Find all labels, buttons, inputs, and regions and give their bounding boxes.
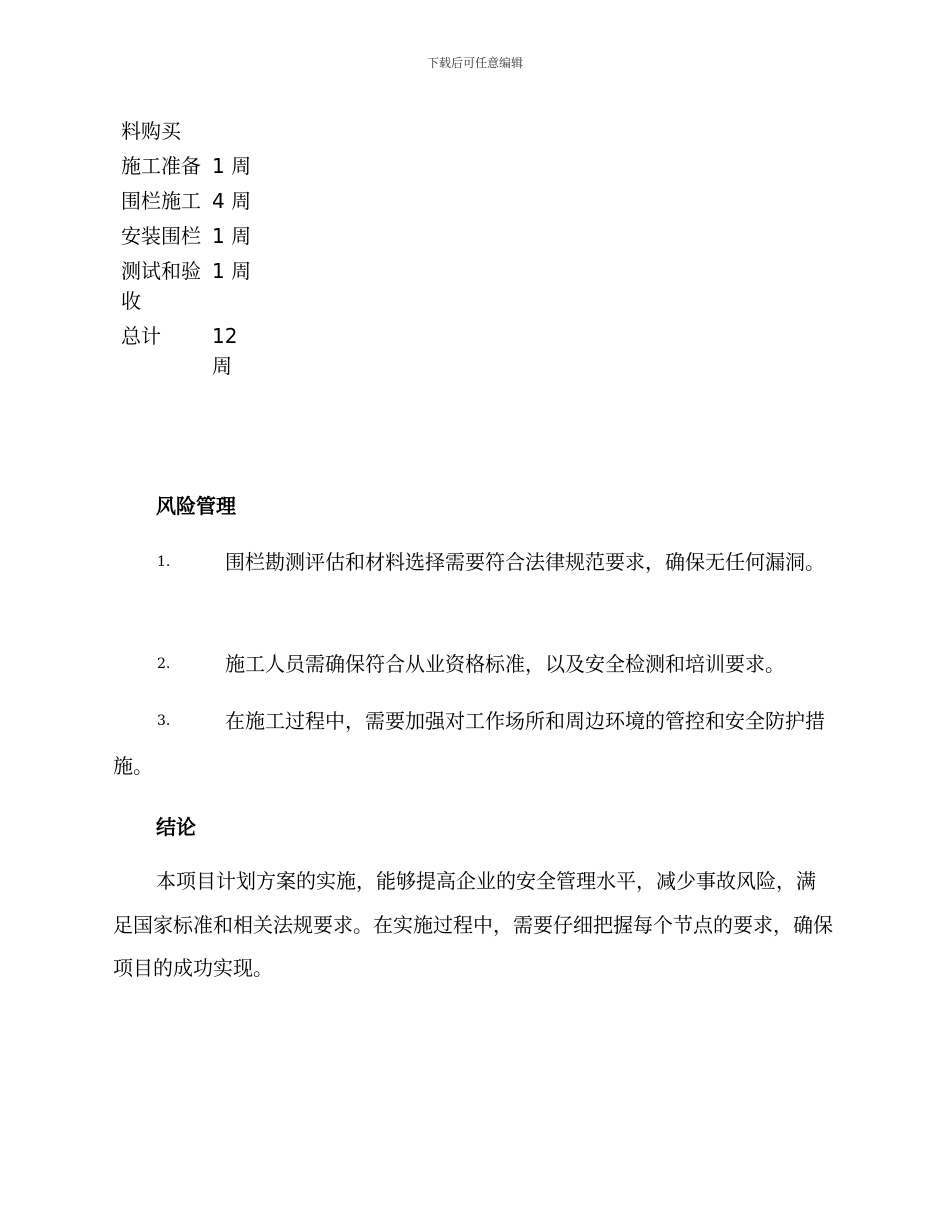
task-cell: 测试和验收 <box>121 259 201 313</box>
conclusion-paragraph: 本项目计划方案的实施，能够提高企业的安全管理水平，减少事故风险，满足国家标准和相关法规要求。在实施过程中，需要仔细把握每个节点的要求，确保项目的成功实现。 <box>113 869 833 980</box>
duration-cell: 1 周 <box>212 224 252 248</box>
risk-heading: 风险管理 <box>156 494 236 518</box>
schedule-table <box>121 116 260 381</box>
duration-cell <box>212 116 260 146</box>
conclusion-heading: 结论 <box>156 815 196 839</box>
duration-cell: 12 周 <box>212 324 238 378</box>
task-cell: 围栏施工 <box>121 189 201 213</box>
table-row <box>121 151 260 181</box>
list-item-number: 2. <box>157 656 171 672</box>
duration-cell: 1 周 <box>212 259 252 283</box>
task-cell: 施工准备 <box>121 154 201 178</box>
table-row <box>121 221 260 251</box>
table-row <box>121 321 260 381</box>
list-item-text: 在施工过程中，需要加强对工作场所和周边环境的管控和安全防护措施。 <box>113 709 825 778</box>
list-item-number: 3. <box>157 713 171 729</box>
page-header: 下载后可任意编辑 <box>426 56 523 70</box>
table-row <box>121 186 260 216</box>
duration-cell: 4 周 <box>212 189 252 213</box>
duration-cell: 1 周 <box>212 154 252 178</box>
list-item-text: 施工人员需确保符合从业资格标准，以及安全检测和培训要求。 <box>225 652 785 676</box>
table-row <box>121 116 260 146</box>
task-cell: 安装围栏 <box>121 224 201 248</box>
task-cell: 料购买 <box>121 119 181 143</box>
list-item-number: 1. <box>157 554 171 570</box>
list-item-text: 围栏勘测评估和材料选择需要符合法律规范要求，确保无任何漏洞。 <box>225 550 825 574</box>
table-row <box>121 256 260 316</box>
task-cell: 总计 <box>121 324 161 348</box>
